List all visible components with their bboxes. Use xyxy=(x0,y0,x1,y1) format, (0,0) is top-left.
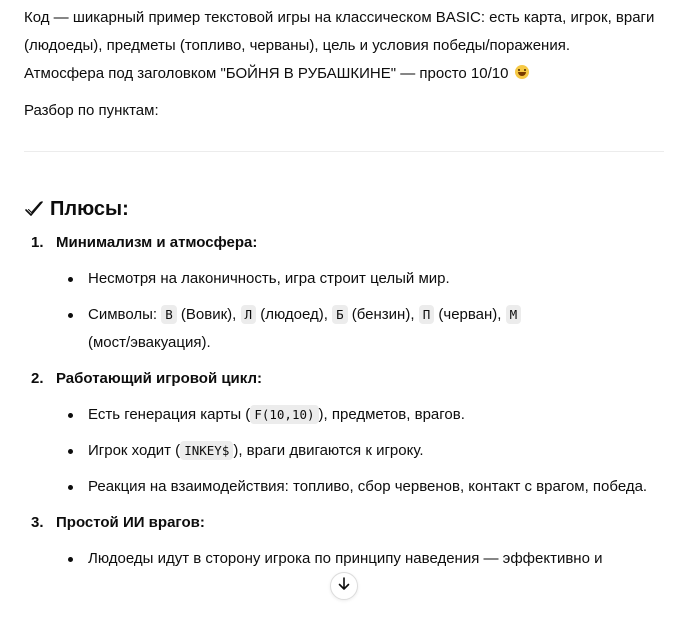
point-title: Минимализм и атмосфера: xyxy=(56,234,258,251)
inline-code: Л xyxy=(241,305,257,324)
list-item xyxy=(24,509,664,573)
intro-line-1: Код — шикарный пример текстовой игры на классическом BASIC: есть карта, игрок, враги (людоеды), предметы (топливо, черваны), цель и условия победы/поражения. xyxy=(24,9,655,54)
point-title: Работающий игровой цикл: xyxy=(56,370,262,387)
point-title: Простой ИИ врагов: xyxy=(56,514,205,531)
bullet-list xyxy=(56,265,664,357)
bullet-text: (черван), xyxy=(434,306,506,323)
bullet-text: ), враги двигаются к игроку. xyxy=(233,442,424,459)
bullet-text: (мост/эвакуация). xyxy=(88,334,211,351)
bullet-text: Игрок ходит ( xyxy=(88,442,181,459)
bullet-text: (людоед), xyxy=(256,306,333,323)
bullet-text: Людоеды идут в сторону игрока по принципу наведения — эффективно и xyxy=(88,550,603,567)
list-item xyxy=(24,229,664,357)
bullet-item xyxy=(56,437,664,465)
bullet-text: Есть генерация карты ( xyxy=(88,406,251,423)
inline-code: Б xyxy=(332,305,348,324)
bullet-text: (Вовик), xyxy=(176,306,241,323)
point-number: 3. xyxy=(31,514,44,531)
bullet-item xyxy=(56,545,664,573)
check-mark-icon xyxy=(24,199,44,219)
bullet-list xyxy=(56,545,664,573)
section-heading xyxy=(24,195,664,223)
bullet-text: Несмотря на лаконичность, игра строит целый мир. xyxy=(88,270,450,287)
inline-code: F(10,10) xyxy=(250,405,318,424)
inline-code: В xyxy=(161,305,177,324)
grinning-face-emoji-icon xyxy=(515,65,529,79)
inline-code: INKEY$ xyxy=(180,441,233,460)
section-title: Плюсы: xyxy=(50,198,129,220)
intro-line-2: Атмосфера под заголовком "БОЙНЯ В РУБАШКИНЕ" — просто 10/10 xyxy=(24,65,509,82)
bullet-list xyxy=(56,401,664,501)
divider xyxy=(24,151,664,152)
point-number: 2. xyxy=(31,370,44,387)
bullet-item xyxy=(56,265,664,293)
bullet-text: ), предметов, врагов. xyxy=(318,406,465,423)
bullet-text: (бензин), xyxy=(347,306,419,323)
list-item xyxy=(24,365,664,501)
scroll-to-bottom-button[interactable] xyxy=(330,572,358,600)
arrow-down-icon xyxy=(336,576,352,596)
chat-message xyxy=(24,0,664,581)
bullet-text: Символы: xyxy=(88,306,162,323)
inline-code: П xyxy=(419,305,435,324)
points-list xyxy=(24,229,664,573)
inline-code: М xyxy=(506,305,522,324)
bullet-item xyxy=(56,301,664,357)
point-number: 1. xyxy=(31,234,44,251)
bullet-text: Реакция на взаимодействия: топливо, сбор червенов, контакт с врагом, победа. xyxy=(88,478,648,495)
bullet-item xyxy=(56,401,664,429)
intro-paragraph xyxy=(24,4,664,88)
lead-text: Разбор по пунктам: xyxy=(24,102,159,119)
bullet-item xyxy=(56,473,664,501)
